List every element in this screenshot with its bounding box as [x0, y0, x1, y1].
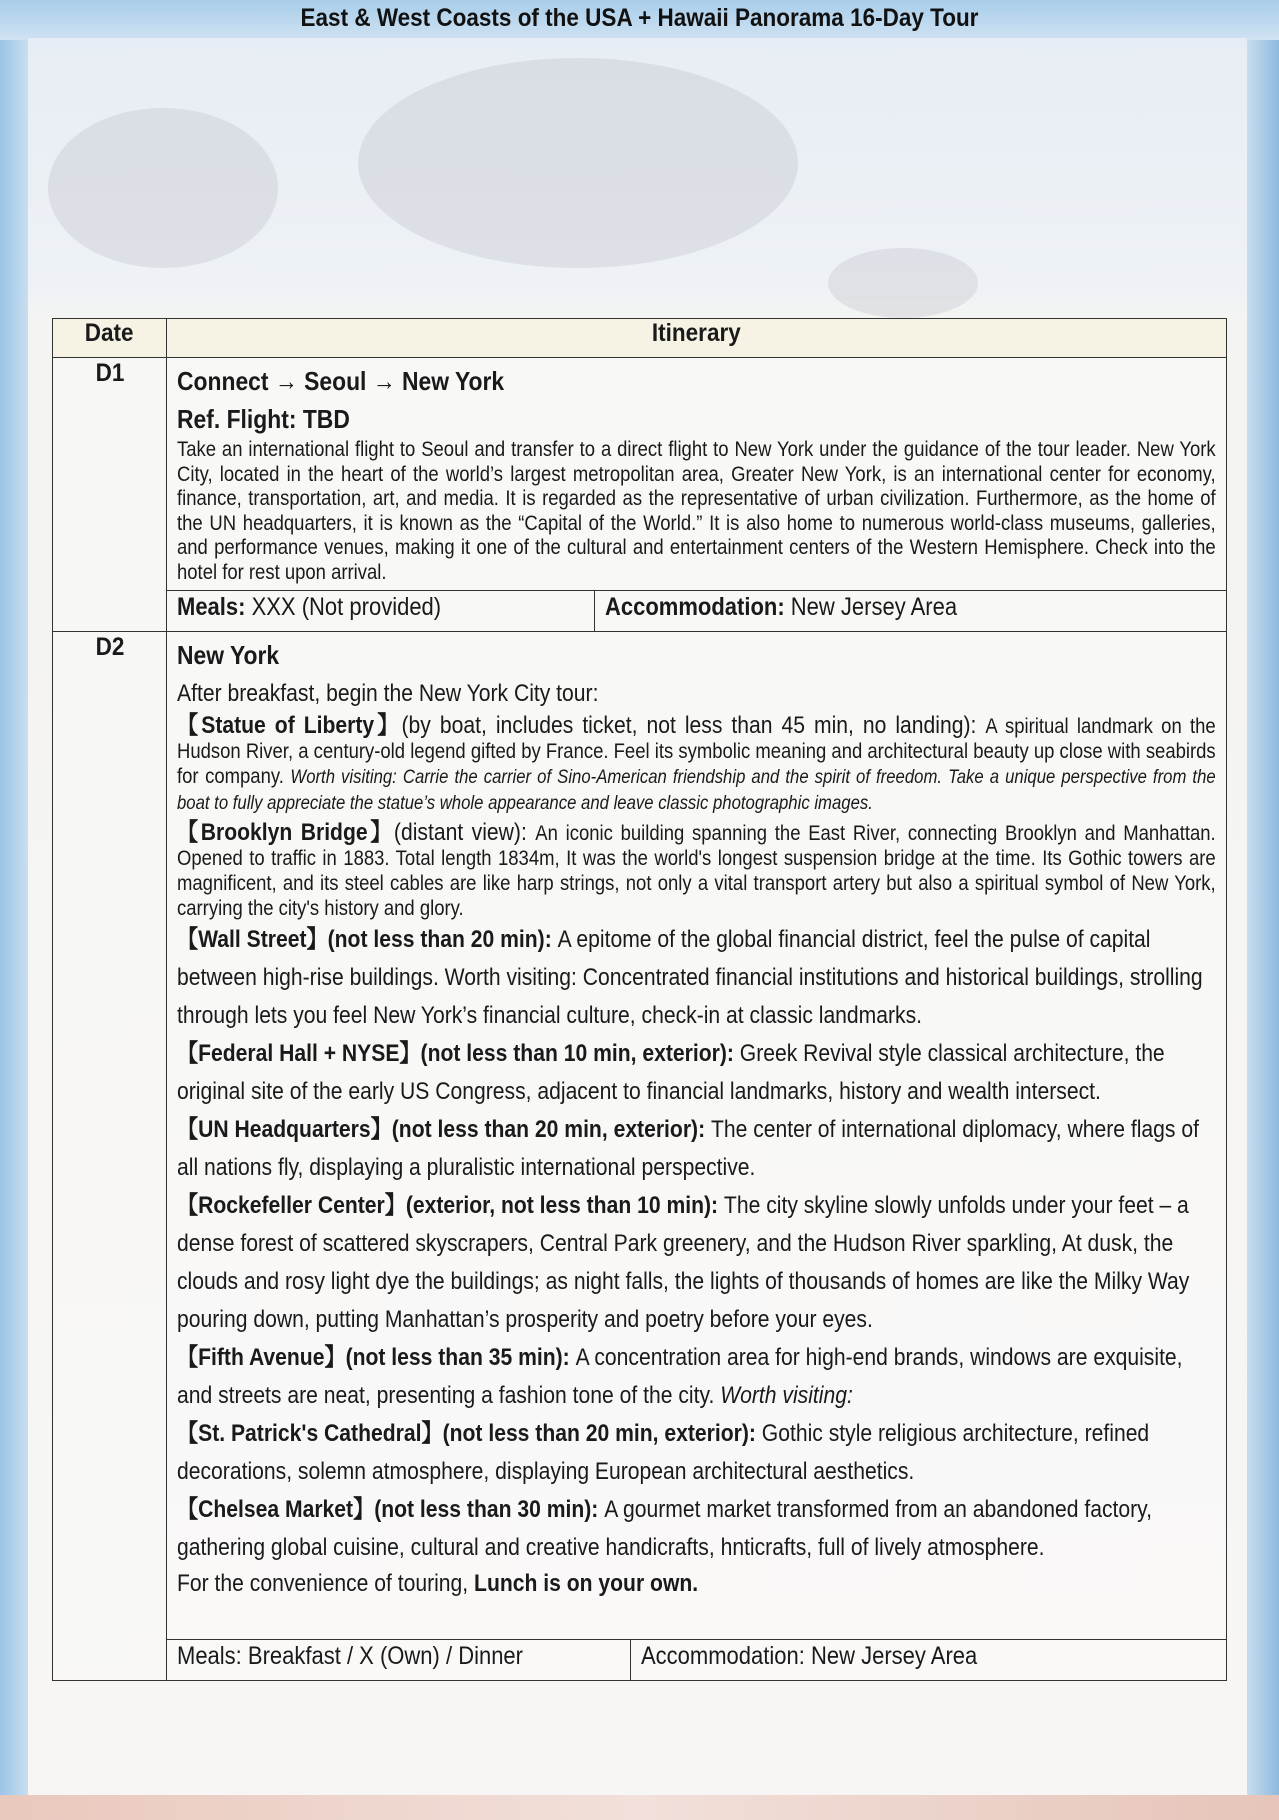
background-rock [358, 58, 798, 268]
background-rock [48, 108, 278, 268]
attraction-st-patricks-cathedral: 【St. Patrick's Cathedral】(not less than 20 min, exterior): Gothic style religious architecture, refined decorations, solemn atmosphere, displaying European architectural aesthetics. [177, 1420, 1150, 1485]
attraction-chelsea-market: 【Chelsea Market】(not less than 30 min): A gourmet market transformed from an abandoned factory, gathering global cuisine, cultural and creative handicrafts, hnticrafts, full of lively atmosphere. [177, 1496, 1153, 1561]
day-label-d1: D1 [53, 358, 167, 632]
itinerary-table [52, 318, 1227, 1681]
day-d2-meals: Meals: Breakfast / X (Own) / Dinner [167, 1640, 631, 1681]
attraction-federal-hall: 【Federal Hall + NYSE】(not less than 10 min, exterior): Greek Revival style classical architecture, the original site of the early US Congress, adjacent to financial landmarks, history and wealth intersect. [177, 1040, 1165, 1105]
day-d1-flight: Ref. Flight: TBD [177, 404, 350, 434]
attraction-brooklyn-bridge: 【Brooklyn Bridge】(distant view): An iconic building spanning the East River, connecting Brooklyn and Manhattan. Opened to traffic in 1883. Total length 1834m, It was the world's longest suspension bridge at the time. Its Gothic towers are magnificent, and its steel cables are like harp strings, not only a vital transport artery but also a spiritual symbol of New York, carrying the city's history and glory. [177, 819, 1216, 920]
itinerary-column-header: Itinerary [167, 319, 1227, 358]
meals-label: Meals: [177, 593, 246, 621]
day-d1-itinerary [167, 358, 1227, 591]
attraction-un-headquarters: 【UN Headquarters】(not less than 20 min, exterior): The center of international diplomacy, where flags of all nations fly, displaying a pluralistic international perspective. [177, 1116, 1199, 1181]
lunch-note: For the convenience of touring, Lunch is on your own. [177, 1570, 699, 1597]
day-d1-accommodation [595, 591, 1227, 632]
day-d2-heading: New York [177, 640, 280, 670]
background-rock [828, 248, 978, 318]
day-d1-heading: Connect → Seoul → New York [177, 366, 505, 396]
table-header-row [53, 319, 1227, 358]
attraction-wall-street: 【Wall Street】(not less than 20 min): A epitome of the global financial district, feel the pulse of capital between high-rise buildings. Worth visiting: Concentrated financial institutions and historical buildings, strolling through lets you feel New York’s financial culture, check-in at classic landmarks. [177, 926, 1203, 1029]
date-column-header: Date [53, 319, 167, 358]
day-d2-accommodation: Accommodation: New Jersey Area [631, 1640, 1227, 1681]
day-row-d2 [53, 632, 1227, 1640]
attraction-rockefeller-center: 【Rockefeller Center】(exterior, not less than 10 min): The city skyline slowly unfolds under your feet – a dense forest of scattered skyscrapers, Central Park greenery, and the Hudson River sparkling, At dusk, the clouds and rosy light dye the buildings; as night falls, the lights of thousands of homes are like the Milky Way pouring down, putting Manhattan’s prosperity and poetry before your eyes. [177, 1192, 1190, 1333]
attraction-statue-of-liberty: 【Statue of Liberty】(by boat, includes ticket, not less than 45 min, no landing): A spiritual landmark on the Hudson River, a century-old legend gifted by France. Feel its symbolic meaning and architectural beauty up close with seabirds for company. Worth visiting: Carrie the carrier of Sino-American friendship and the spirit of freedom. Take a unique perspective from the boat to fully appreciate the statue’s whole appearance and leave classic photographic images. [177, 712, 1216, 814]
day-label-d2: D2 [53, 632, 167, 1681]
day-d1-meals-row [53, 591, 1227, 632]
document-title: East & West Coasts of the USA + Hawaii Panorama 16-Day Tour [300, 4, 979, 32]
day-d2-itinerary [167, 632, 1227, 1640]
footer-band [0, 1795, 1279, 1820]
attraction-fifth-avenue: 【Fifth Avenue】(not less than 35 min): A concentration area for high-end brands, windows are exquisite, and streets are neat, presenting a fashion tone of the city. Worth visiting: [177, 1344, 1183, 1409]
day-d1-meals [167, 591, 595, 632]
accommodation-value: New Jersey Area [784, 593, 958, 621]
day-d1-description: Take an international flight to Seoul and transfer to a direct flight to New York under the guidance of the tour leader. New York City, located in the heart of the world’s largest metropolitan area, Greater New York, is an international center for economy, finance, transportation, art, and media. It is regarded as the representative of urban civilization. Furthermore, as the home of the UN headquarters, it is known as the “Capital of the World.” It is also home to numerous world-class museums, galleries, and performance venues, making it one of the cultural and entertainment centers of the Western Hemisphere. Check into the hotel for rest upon arrival. [177, 438, 1216, 584]
meals-value: XXX (Not provided) [245, 593, 442, 621]
day-row-d1 [53, 358, 1227, 591]
day-d2-intro: After breakfast, begin the New York City tour: [177, 680, 599, 707]
day-d2-meals-row [53, 1640, 1227, 1681]
accommodation-label: Accommodation: [605, 593, 785, 621]
